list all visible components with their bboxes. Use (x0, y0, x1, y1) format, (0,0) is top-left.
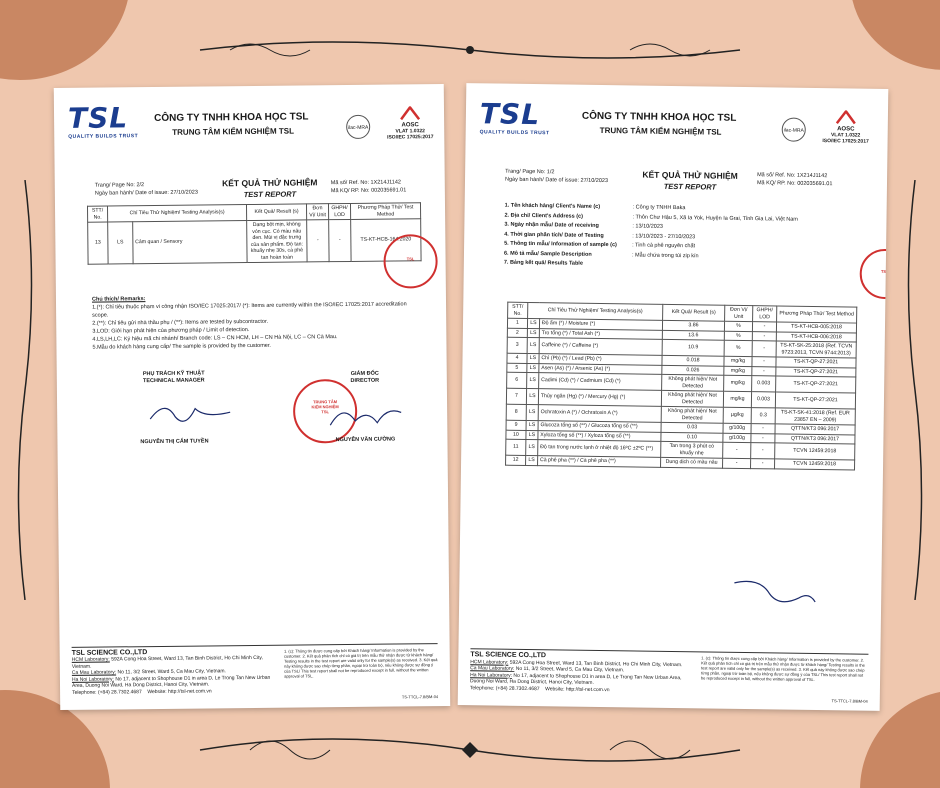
table-cell: % (724, 340, 752, 356)
table-cell: 3.86 (662, 320, 724, 330)
table-cell: Không phát hiện/ Not Detected (661, 390, 723, 407)
table-cell: 7 (506, 388, 526, 404)
company-seal-stamp: TRUNG TÂM KIỂM NGHIỆM TSL (293, 379, 358, 444)
table-cell: mg/kg (723, 391, 751, 407)
column-header: Đơn Vị/ Unit (306, 204, 328, 220)
table-cell: LS (527, 363, 539, 373)
column-header: Phương Pháp Thử/ Test Method (350, 203, 420, 220)
table-cell: 0.3 (751, 408, 775, 424)
meta-left: Trang/ Page No: 1/2 Ngày ban hành/ Date of issue: 27/10/2023 (504, 168, 609, 185)
table-cell: mg/kg (724, 366, 752, 376)
table-cell: 0.03 (661, 422, 723, 432)
table-cell: 8 (506, 404, 526, 420)
table-cell: 3 (507, 337, 527, 353)
table-cell: - (752, 322, 776, 332)
table-cell: LS (526, 404, 538, 420)
table-cell: - (752, 357, 776, 367)
table-cell: TS-KT-QP-27:2021 (776, 357, 856, 368)
table-cell: Ochratoxin A (*) / Ochratoxin A (*) (538, 405, 661, 423)
table-cell: 6 (507, 372, 527, 388)
table-cell: TS-KT-QP-27:2021 (775, 392, 855, 409)
table-cell: - (752, 341, 776, 357)
column-header: GHPH/ LOD (753, 306, 777, 322)
table-cell: 13.6 (662, 330, 724, 340)
table-cell: g/100g (723, 433, 751, 443)
table-cell: 0.003 (751, 392, 775, 408)
tech-manager-label: PHỤ TRÁCH KỸ THUẬT TECHNICAL MANAGER (142, 370, 205, 385)
table-cell: LS (526, 439, 538, 455)
ilac-badge: ilac-MRA (782, 117, 806, 141)
table-cell: LS (527, 372, 539, 388)
tech-manager-signature (145, 398, 235, 429)
table-cell: TS-KT-HCB-005:2018 (776, 322, 856, 333)
table-cell: - (307, 220, 329, 262)
table-cell: LS (526, 420, 538, 430)
info-row: 2. Địa chỉ/ Client's Address (c) : Thôn Chư Hậu 5, Xã Ia Yok, Huyện Ia Grai, Tỉnh Gia Lai, Việt Nam (504, 212, 798, 223)
table-cell: 10 (506, 430, 526, 440)
corner-blob-top-right (850, 0, 940, 70)
test-report-page-1 (458, 83, 889, 711)
table-cell: 0.026 (662, 365, 724, 375)
company-name: CÔNG TY TNHH KHOA HỌC TSL (154, 111, 309, 125)
sample-info (504, 202, 875, 274)
table-cell: LS (526, 388, 538, 404)
table-cell: Caffeine (*) / Caffeine (*) (539, 338, 662, 356)
table-cell: - (751, 459, 775, 469)
table-cell: - (751, 424, 775, 434)
table-cell: Thủy ngân (Hg) (*) / Mercury (Hg) (*) (538, 389, 661, 407)
table-row (88, 219, 421, 264)
aosc-badge: AOSC VLAT 1.0322 ISO/IEC 17025:2017 (818, 110, 874, 145)
tsl-logo: TSL (479, 97, 541, 132)
table-cell: Cảm quan / Sensory (132, 221, 247, 264)
logo-tagline: QUALITY BUILDS TRUST (479, 129, 550, 137)
table-cell: QTTN/KT3 096:2017 (775, 424, 855, 435)
table-cell: TS-KT-HCB-006:2018 (776, 331, 856, 342)
table-cell: TS-KT-SK-41:2018 (Ref. EUR 23857 EN – 2009) (775, 408, 855, 425)
info-row: 6. Mô tả mẫu/ Sample Description : Mẫu chứa trong túi zip kín (503, 250, 699, 259)
table-cell: - (751, 433, 775, 443)
table-cell: LS (527, 353, 539, 363)
column-header: Kết Quả/ Result (s) (246, 204, 306, 221)
table-cell: mg/kg (724, 356, 752, 366)
table-cell: QTTN/KT3 096:2017 (775, 433, 855, 444)
table-cell: 0.003 (752, 376, 776, 392)
table-cell: µg/kg (723, 407, 751, 423)
table-cell: - (723, 458, 751, 468)
table-cell: Tan trong 3 phút có khuấy nhẹ (661, 441, 723, 458)
table-cell: Asen (As) (*) / Arsenic (As) (*) (539, 363, 662, 374)
table-cell: LS (526, 455, 538, 465)
ilac-badge: ilac-MRA (346, 115, 370, 139)
remark-item: 2.(**): Chỉ tiêu gửi nhà thầu phụ / (**): Items are tested by subcontractor. (92, 318, 269, 327)
director-name: NGUYỄN VĂN CƯỜNG (335, 436, 396, 444)
table-cell: TS-KT-HCB-164:2020 (351, 219, 421, 262)
meta-right: Mã số/ Ref. No: 1X214J1142 Mã KQ/ RP. No: 002035691.01 (330, 179, 407, 195)
table-cell: TCVN 12459:2018 (775, 443, 855, 460)
column-header: Kết Quả/ Result (s) (663, 304, 725, 321)
column-header: Đơn Vị/ Unit (725, 305, 753, 321)
column-header: STT/ No. (508, 302, 528, 318)
table-cell: TS-KT-SK-25:2018 (Ref. TCVN 9723:2013, TCVN 9744:2013) (776, 341, 856, 358)
info-row: 4. Thời gian phân tích/ Date of Testing : 13/10/2023 - 27/10/2023 (504, 231, 696, 240)
table-cell: 12 (506, 455, 526, 465)
table-cell: LS (527, 328, 539, 338)
page-footer: TSL SCIENCE CO.,LTD HCM Laboratory: 592A Cong Hoa Street, Ward 13, Tan Binh District, Ho Chi Minh City, Vietnam. Ca Mau Laboratory: No 11, 3/2 Street, Ward 5, Ca Mau City, Vietnam. Ha Noi Laboratory: No 17, adjacent to Shophouse D1 in area D, Le Trong Tan New Urban Area, Duong Noi Ward, Ha Dong District, Hanoi City, Vietnam. Telephone: (+84) 28.7302.4687 Website: http://tsl-net.com.vn 1. (c): Thông tin được cung cấp bởi Khách hàng/ Information is provided by the customer. 2. Kết quả phân tích chỉ có giá trị trên mẫu thử nhận được từ khách hàng/ Testing results in the test report are valid only for the sample(s) as received. 3. Kết quả này không được sao chép từng phần, ngoại trừ toàn bộ, nếu không được sự đồng ý của TSL/ This test report shall not be reproduced except in full, without the written approval of TSL. TS-TTCL-7.8/BM-04 (72, 643, 438, 696)
table-cell: 9 (506, 420, 526, 430)
column-header: STT/ No. (87, 206, 107, 222)
table-cell: Dạng bột mịn, không vón cục. Có màu nâu đen. Mùi vị đặc trưng của sản phẩm. Độ tan: khuấy nhẹ 30s, cà phê tan hoàn toàn (247, 220, 307, 263)
remark-item: 4.LS,LH,LC: Ký hiệu mã chi nhánh/ Branch code: LS – CN HCM, LH – CN Hà Nội, LC – CN Cà Mau. (92, 334, 338, 343)
table-cell: Không phát hiện/ Not Detected (661, 406, 723, 423)
table-cell: % (724, 321, 752, 331)
table-cell: Cà phê pha (**) / Cà phê pha (**) (537, 456, 660, 467)
table-cell: Tro tổng (*) / Total Ash (*) (539, 328, 662, 339)
aosc-badge: AOSC VLAT 1.0322 ISO/IEC 17025:2017 (382, 106, 438, 141)
table-cell: TCVN 12459:2018 (775, 459, 855, 470)
meta-right: Mã số/ Ref. No: 1X214J1142 Mã KQ/ RP. No: 002035691.01 (756, 172, 833, 188)
report-header (54, 84, 445, 154)
results-table (87, 202, 422, 264)
page-footer: TSL SCIENCE CO.,LTD HCM Laboratory: 592A Cong Hoa Street, Ward 13, Tan Binh District, Ho Chi Minh City, Vietnam. Ca Mau Laboratory: No 11, 3/2 Street, Ward 5, Ca Mau City, Vietnam. Ha Noi Laboratory: No 17, adjacent to Shophouse D1 in area D, Le Trong Tan New Urban Area, Duong Noi Ward, Ha Dong District, Hanoi City, Vietnam. Telephone: (+84) 28.7302.4687 Website: http://tsl-net.com.vn 1. (c): Thông tin được cung cấp bởi Khách hàng/ Information is provided by the customer. 2. Kết quả phân tích chỉ có giá trị trên mẫu thử nhận được từ khách hàng/ Testing results in the test report are valid only for the sample(s) as received. 3. Kết quả này không được sao chép từng phần, ngoại trừ toàn bộ, nếu không được sự đồng ý của TSL/ This test report shall not be reproduced except in full, without the written approval of TSL. TS-TTCL-7.8/BM-04 (470, 648, 869, 697)
director-label: GIÁM ĐỐC DIRECTOR (350, 370, 380, 384)
table-cell: - (752, 331, 776, 341)
logo-tagline: QUALITY BUILDS TRUST (68, 133, 139, 140)
table-cell: Độ ẩm (*) / Moisture (*) (539, 319, 662, 330)
table-cell: 2 (507, 328, 527, 338)
center-name: TRUNG TÂM KIỂM NGHIỆM TSL (172, 126, 295, 137)
table-cell: Chì (Pb) (*) / Lead (Pb) (*) (539, 354, 662, 365)
info-row: 3. Ngày nhận mẫu/ Date of receiving : 13/10/2023 (504, 221, 664, 230)
info-row: 7. Bảng kết quả/ Results Table (503, 259, 583, 267)
aosc-icon (400, 106, 420, 120)
table-cell: 10.9 (662, 339, 724, 356)
table-cell: Không phát hiện/ Not Detected (662, 374, 724, 391)
aosc-icon (836, 110, 856, 124)
table-cell: 0.10 (661, 432, 723, 442)
top-flourish (190, 30, 750, 70)
table-cell: LS (527, 318, 539, 328)
table-cell: 11 (506, 439, 526, 455)
table-cell: % (724, 331, 752, 341)
corner-blob-top-left (0, 0, 130, 80)
table-cell: - (751, 443, 775, 459)
remark-item: 5.Mẫu do khách hàng cung cấp/ The sample is provided by the customer. (92, 342, 271, 351)
results-table (505, 302, 857, 470)
remarks: Chú thích/ Remarks: 1.(*): Chỉ tiêu thuộc phạm vi công nhận ISO/IEC 17025:2017/ (*): Items are currently within the ISO/IEC 17025:2017 accreditation scope. 2.(**): Chỉ tiêu gửi nhà thầu phụ / (**): Items are tested by subcontractor. 3.LOD: Giới hạn phát hiện của phương pháp / Limit of detection. 4.LS,LH,LC: Ký hiệu mã chi nhánh/ Branch code: LS – CN HCM, LH – CN Hà Nội, LC – CN Cà Mau. 5.Mẫu do khách hàng cung cấp/ The sample is provided by the customer. (92, 292, 423, 351)
center-name: TRUNG TÂM KIỂM NGHIỆM TSL (599, 125, 722, 137)
table-cell: TS-KT-QP-27:2021 (776, 376, 856, 393)
report-title: KẾT QUẢ THỬ NGHIỆM TEST REPORT (222, 177, 318, 200)
signature (729, 573, 820, 614)
table-cell: g/100g (723, 423, 751, 433)
director-signature (325, 400, 405, 431)
table-cell: Độ tan trong nước lạnh ở nhiệt độ 16ºC ±2ºC (**) (538, 440, 661, 458)
table-cell: 0.018 (662, 355, 724, 365)
table-cell: TS-KT-QP-27:2021 (776, 366, 856, 377)
bottom-flourish (190, 722, 750, 778)
table-cell: LS (526, 430, 538, 440)
column-header: Phương Pháp Thử/ Test Method (777, 306, 857, 323)
info-row: 5. Thông tin mẫu/ Information of sample (c) : Tinh cà phê nguyên chất (504, 240, 696, 250)
column-header: Chỉ Tiêu Thử Nghiệm/ Testing Analysis(s) (107, 205, 246, 222)
table-cell: Xyloza tổng số (**) / Xyloza tổng số (**) (538, 430, 661, 441)
company-name: CÔNG TY TNHH KHOA HỌC TSL (581, 110, 737, 124)
table-cell: 13 (88, 222, 108, 264)
tsl-logo: TSL (67, 101, 129, 135)
report-title: KẾT QUẢ THỬ NGHIỆM TEST REPORT (642, 169, 738, 192)
table-cell: LS (527, 337, 539, 353)
tech-manager-name: NGUYỄN THỊ CẨM TUYỀN (140, 438, 209, 446)
column-header: Chỉ Tiêu Thử Nghiệm/ Testing Analysis(s) (528, 302, 663, 320)
table-cell: 5 (507, 363, 527, 373)
table-cell: - (723, 442, 751, 458)
report-header (465, 83, 888, 155)
table-cell: Dung dịch có màu nâu (661, 457, 723, 467)
remark-item: 1.(*): Chỉ tiêu thuộc phạm vi công nhận ISO/IEC 17025:2017/ (*): Items are currently within the ISO/IEC 17025:2017 accreditation scope. (92, 301, 407, 319)
info-row: 1. Tên khách hàng/ Client's Name (c) : Công ty TNHH Baka (504, 202, 686, 212)
table-cell: LS (108, 222, 133, 264)
table-cell: 4 (507, 353, 527, 363)
table-cell: - (329, 219, 351, 261)
table-cell: Cadimi (Cd) (*) / Cadmium (Cd) (*) (538, 373, 661, 391)
side-stamp: TSL (383, 234, 438, 289)
left-vine (8, 180, 42, 600)
right-vine (898, 180, 932, 600)
table-cell: Glucoza tổng số (**) / Glucoza tổng số (**) (538, 421, 661, 432)
table-cell: - (752, 366, 776, 376)
meta-left: Trang/ Page No: 2/2 Ngày ban hành/ Date of issue: 27/10/2023 (94, 182, 198, 197)
column-header: GHPH/ LOD (328, 203, 350, 219)
side-stamp: TSL (859, 249, 888, 300)
remark-item: 3.LOD: Giới hạn phát hiện của phương pháp / Limit of detection. (92, 327, 250, 335)
table-cell: 1 (507, 318, 527, 328)
table-cell: mg/kg (724, 375, 752, 391)
test-report-page-2 (54, 84, 450, 710)
